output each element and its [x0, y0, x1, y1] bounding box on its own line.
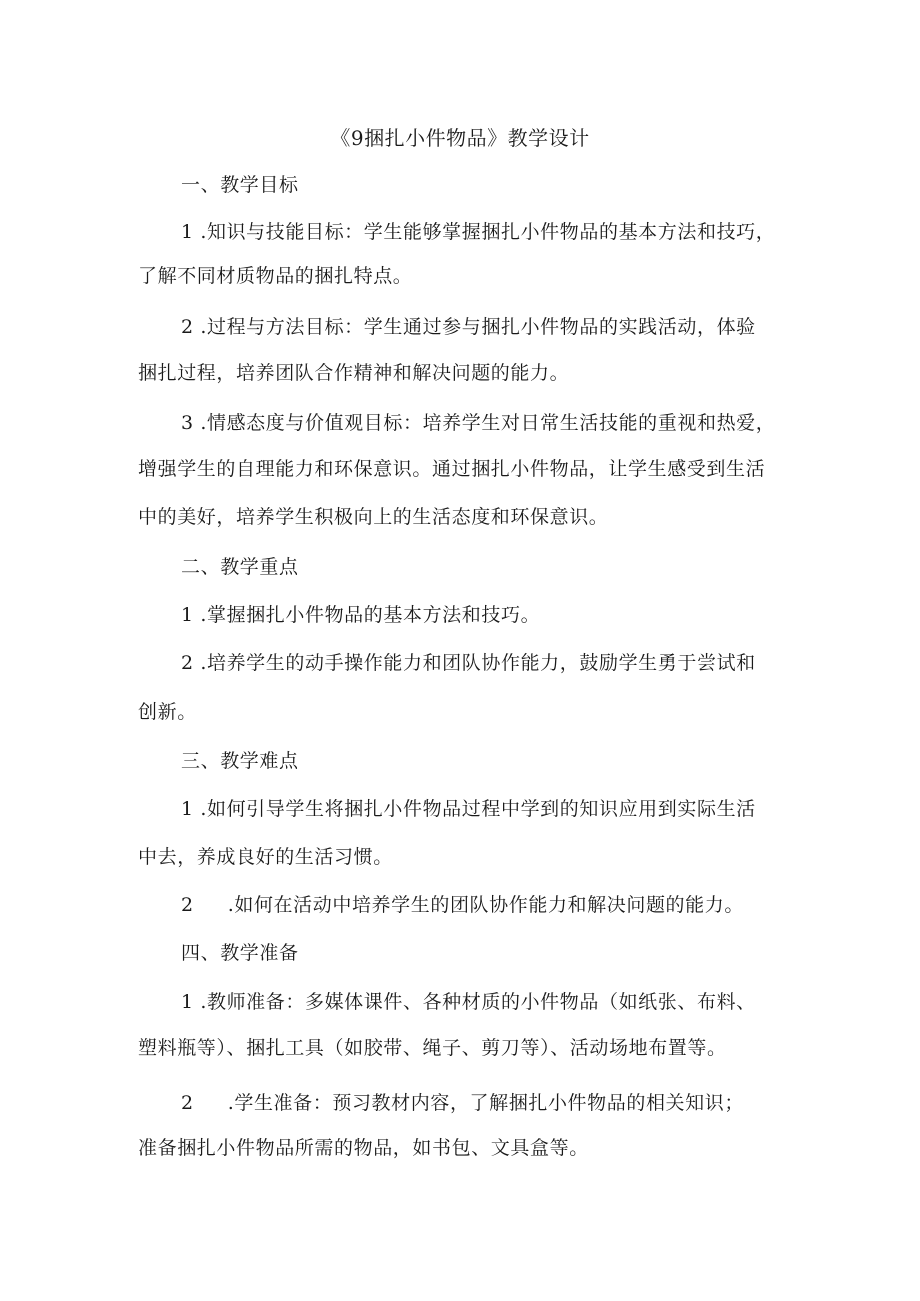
item-number: 1 — [181, 221, 194, 243]
item-text-continuation: 塑料瓶等）、捆扎工具（如胶带、绳子、剪刀等）、活动场地布置等。 — [138, 1037, 727, 1059]
section-heading-objectives: 一、教学目标 — [181, 174, 299, 196]
list-item-difficulty-2 — [181, 891, 744, 919]
item-number: 1 — [181, 798, 194, 820]
list-item-key-point-1 — [181, 601, 540, 629]
list-item-objective-1 — [181, 218, 775, 246]
item-text-continuation: 中去，养成良好的生活习惯。 — [138, 846, 393, 868]
item-text: .如何在活动中培养学生的团队协作能力和解决问题的能力。 — [227, 894, 744, 916]
section-heading-difficulties: 三、教学难点 — [181, 750, 299, 772]
item-number: 2 — [181, 652, 194, 674]
item-text: .知识与技能目标：学生能够掌握捆扎小件物品的基本方法和技巧， — [200, 221, 776, 243]
item-number: 2 — [181, 894, 194, 916]
item-text-continuation: 增强学生的自理能力和环保意识。通过捆扎小件物品，让学生感受到生活 — [138, 458, 766, 480]
item-text: .掌握捆扎小件物品的基本方法和技巧。 — [200, 604, 541, 626]
item-number: 3 — [181, 412, 194, 434]
section-heading-key-points: 二、教学重点 — [181, 556, 299, 578]
item-number: 1 — [181, 991, 194, 1013]
item-text: .情感态度与价值观目标：培养学生对日常生活技能的重视和热爱， — [200, 412, 776, 434]
item-text: .学生准备：预习教材内容，了解捆扎小件物品的相关知识； — [227, 1092, 744, 1114]
item-text-continuation: 创新。 — [138, 701, 197, 723]
item-text: .过程与方法目标：学生通过参与捆扎小件物品的实践活动，体验 — [200, 316, 756, 338]
item-text: .教师准备：多媒体课件、各种材质的小件物品（如纸张、布料、 — [200, 991, 756, 1013]
item-text: .培养学生的动手操作能力和团队协作能力，鼓励学生勇于尝试和 — [200, 652, 756, 674]
list-item-objective-3 — [181, 409, 775, 437]
item-number: 1 — [181, 604, 194, 626]
list-item-preparation-1 — [181, 988, 756, 1016]
list-item-objective-2 — [181, 313, 756, 341]
item-number: 2 — [181, 316, 194, 338]
list-item-preparation-2 — [181, 1089, 744, 1117]
section-heading-preparation: 四、教学准备 — [181, 942, 299, 964]
item-text: .如何引导学生将捆扎小件物品过程中学到的知识应用到实际生活 — [200, 798, 756, 820]
item-text-continuation: 中的美好，培养学生积极向上的生活态度和环保意识。 — [138, 506, 609, 528]
page-title: 《9捆扎小件物品》教学设计 — [330, 126, 590, 150]
item-number: 2 — [181, 1092, 194, 1114]
item-text-continuation: 了解不同材质物品的捆扎特点。 — [138, 265, 413, 287]
item-text-continuation: 准备捆扎小件物品所需的物品，如书包、文具盒等。 — [138, 1137, 589, 1159]
list-item-key-point-2 — [181, 649, 756, 677]
item-text-continuation: 捆扎过程，培养团队合作精神和解决问题的能力。 — [138, 362, 570, 384]
list-item-difficulty-1 — [181, 795, 756, 823]
